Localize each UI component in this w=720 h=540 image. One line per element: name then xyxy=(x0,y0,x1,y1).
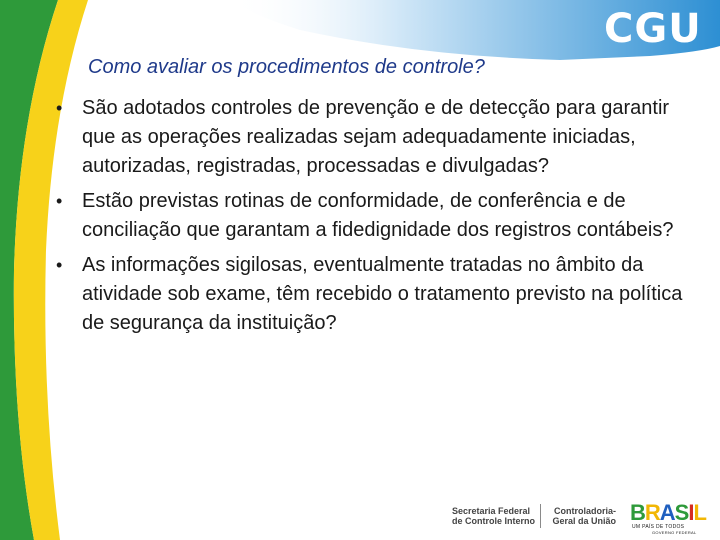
footer-org-cgu: Controladoria-Geral da União xyxy=(552,506,616,526)
bullet-text: As informações sigilosas, eventualmente tratadas no âmbito da atividade sob exame, têm recebido o tratamento previsto na política de segurança da instituição? xyxy=(82,254,683,334)
footer-logos xyxy=(452,502,718,534)
slide-title: Como avaliar os procedimentos de controle? xyxy=(88,56,485,78)
brasil-letter: A xyxy=(659,500,675,525)
brasil-letter: L xyxy=(693,500,706,525)
bullet-item xyxy=(52,251,692,338)
footer-org-sfci: Secretaria Federal de Controle Interno xyxy=(452,506,535,526)
bullet-text: Estão previstas rotinas de conformidade, de conferência e de conciliação que garantam a fidedignidade dos registros contábeis? xyxy=(82,190,674,241)
brasil-gov: GOVERNO FEDERAL xyxy=(652,530,697,535)
bullet-marker: • xyxy=(56,255,63,275)
bullet-marker: • xyxy=(56,98,63,118)
brasil-tagline: UM PAÍS DE TODOS xyxy=(632,524,685,530)
brasil-letter: R xyxy=(644,500,660,525)
bullet-marker: • xyxy=(56,191,63,211)
brasil-logo xyxy=(630,502,706,524)
brasil-letter: I xyxy=(688,500,694,525)
cgu-logo: CGU xyxy=(604,6,702,52)
bullet-text: São adotados controles de prevenção e de detecção para garantir que as operações realizadas sejam adequadamente iniciadas, autorizadas, registradas, processadas e divulgadas? xyxy=(82,97,670,177)
brasil-letter: S xyxy=(674,500,689,525)
bullet-item xyxy=(52,94,692,181)
footer-divider xyxy=(540,504,541,528)
brasil-letter: B xyxy=(630,500,645,525)
bullet-item xyxy=(52,187,692,245)
bullet-list xyxy=(52,94,692,338)
